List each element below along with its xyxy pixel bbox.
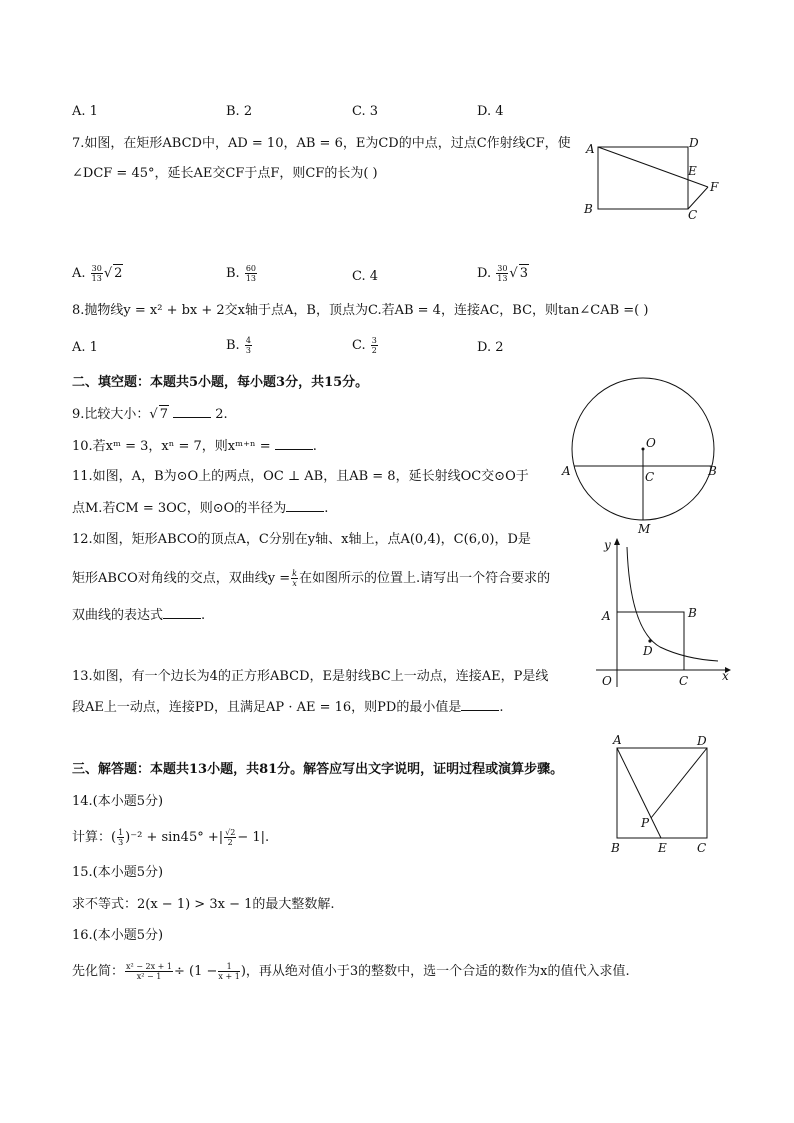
- q8-option-a: A. 1: [72, 340, 98, 355]
- q8-line1: 8.抛物线y = x² + bx + 2交x轴于点A，B，顶点为C.若AB = 4，连接AC，BC，则tan∠CAB =( ): [72, 303, 649, 318]
- q11-figure: [558, 375, 728, 540]
- q11-answer-blank[interactable]: [286, 499, 324, 512]
- q11-line1: 11.如图，A，B为⊙O上的两点，OC ⊥ AB，且AB = 8，延长射线OC交⊙O于: [72, 469, 529, 484]
- q12-label-a: A: [602, 609, 611, 623]
- q13-answer-blank[interactable]: [461, 698, 499, 711]
- q12-label-x: x: [722, 669, 729, 683]
- q13-line1: 13.如图，有一个边长为4的正方形ABCD，E是射线BC上一动点，连接AE，P是线: [72, 669, 549, 684]
- q7-label-d: D: [689, 136, 699, 150]
- q9-answer-blank[interactable]: [173, 405, 211, 418]
- q12-line3: 双曲线的表达式 .: [72, 608, 206, 623]
- q6-option-d: D. 4: [477, 104, 504, 119]
- q6-option-b: B. 2: [226, 104, 253, 119]
- q7-line1: 7.如图，在矩形ABCD中，AD = 10，AB = 6，E为CD的中点，过点C作射线CF，使: [72, 136, 571, 151]
- q12-line1: 12.如图，矩形ABCO的顶点A，C分别在y轴、x轴上，点A(0,4)，C(6,0)，D是: [72, 532, 531, 547]
- q7-label-f: F: [710, 180, 719, 194]
- q13-label-p: P: [641, 816, 650, 830]
- q11-label-c: C: [645, 470, 655, 484]
- q13-line2: 段AE上一动点，连接PD，且满足AP · AE = 16，则PD的最小值是 .: [72, 700, 504, 715]
- q13-label-a: A: [613, 733, 622, 747]
- q6-option-a: A. 1: [72, 104, 98, 119]
- q11-line2: 点M.若CM = 3OC，则⊙O的半径为 .: [72, 501, 329, 516]
- q7-option-d: D. $\frac{30}{13}$ √ 3: [477, 264, 528, 283]
- q12-label-o: O: [602, 674, 612, 688]
- q8-option-d: D. 2: [477, 340, 504, 355]
- q12-label-d: D: [643, 644, 653, 658]
- q14-expression: 计算：( $\frac{1}{3}$ )⁻² + sin45° +| $\frac{√2}{2}$ − 1|.: [72, 828, 270, 847]
- q16-expression: 先化简： $\frac{\text{x² − 2x + 1}}{\text{x² − 1}}$ ÷ (1 − $\frac{1}{x + 1}$ )，再从绝对值小于3的整数中，选一个合适的数作为x的值代入求值.: [72, 962, 630, 981]
- q7-option-a: A. $\frac{30}{13}$ √ 2: [72, 264, 123, 283]
- q11-label-a: A: [562, 464, 571, 478]
- q7-figure: [578, 135, 728, 225]
- q8-option-b: B. $\frac{4}{3}$: [226, 336, 251, 355]
- q14-heading: 14.(本小题5分): [72, 794, 164, 809]
- q7-option-b: B. $\frac{60}{13}$: [226, 264, 257, 283]
- q7-label-b: B: [584, 202, 593, 216]
- q13-figure: [605, 730, 725, 855]
- q7-option-c: C. 4: [352, 269, 379, 284]
- q7-label-a: A: [586, 142, 595, 156]
- section-2-heading: 二、填空题：本题共5小题，每小题3分，共15分。: [72, 375, 369, 390]
- q16-heading: 16.(本小题5分): [72, 928, 164, 943]
- q13-label-c: C: [697, 841, 707, 855]
- q11-label-o: O: [646, 436, 656, 450]
- q13-label-e: E: [658, 841, 667, 855]
- q7-line2: ∠DCF = 45°，延长AE交CF于点F，则CF的长为( ): [72, 166, 378, 181]
- q12-answer-blank[interactable]: [163, 606, 201, 619]
- q11-label-m: M: [638, 522, 651, 536]
- q12-figure: [590, 535, 740, 695]
- q12-label-c: C: [679, 674, 689, 688]
- q12-label-b: B: [688, 606, 697, 620]
- section-3-heading: 三、解答题：本题共13小题，共81分。解答应写出文字说明，证明过程或演算步骤。: [72, 762, 564, 777]
- q15-text: 求不等式：2(x − 1) > 3x − 1的最大整数解.: [72, 897, 335, 912]
- q15-heading: 15.(本小题5分): [72, 865, 164, 880]
- q11-label-b: B: [708, 464, 717, 478]
- q9-line: 9.比较大小：√ 7 2.: [72, 407, 228, 422]
- q7-label-e: E: [688, 164, 697, 178]
- q13-label-b: B: [611, 841, 620, 855]
- q8-option-c: C. $\frac{3}{2}$: [352, 336, 377, 355]
- q10-line: 10.若xᵐ = 3，xⁿ = 7，则xᵐ⁺ⁿ = .: [72, 439, 317, 454]
- q10-answer-blank[interactable]: [275, 437, 313, 450]
- q13-label-d: D: [697, 734, 707, 748]
- q6-option-c: C. 3: [352, 104, 379, 119]
- q12-label-y: y: [604, 538, 611, 552]
- q12-line2: 矩形ABCO对角线的交点，双曲线y = $\frac{k}{x}$ 在如图所示的位置上.请写出一个符合要求的: [72, 569, 551, 588]
- q7-label-c: C: [688, 208, 698, 222]
